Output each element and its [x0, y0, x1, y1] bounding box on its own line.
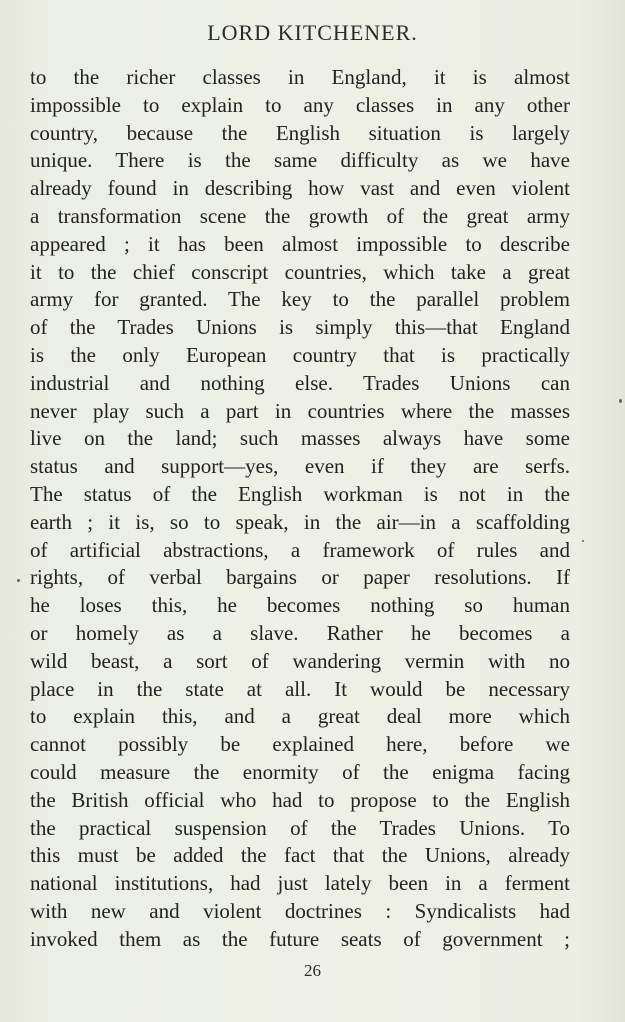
text-line: appeared ; it has been almost impossible to describe	[30, 231, 570, 256]
text-line: or homely as a slave. Rather he becomes a	[30, 620, 570, 645]
text-line: invoked them as the future seats of government ;	[30, 926, 570, 951]
text-line: country, because the English situation is largely	[30, 120, 570, 145]
body-text	[30, 64, 570, 954]
text-line: the practical suspension of the Trades Unions. To	[30, 815, 570, 840]
text-line: already found in describing how vast and even violent	[30, 176, 570, 201]
ink-speck	[619, 399, 622, 403]
text-line: this must be added the fact that the Unions, already	[30, 843, 570, 868]
text-line: it to the chief conscript countries, which take a great	[30, 259, 570, 284]
text-line: to the richer classes in England, it is almost	[30, 65, 570, 89]
text-line: status and support—yes, even if they are serfs.	[30, 454, 570, 479]
text-line: the British official who had to propose to the English	[30, 787, 570, 812]
text-line: place in the state at all. It would be necessary	[30, 676, 570, 701]
page-number: 26	[304, 961, 321, 980]
text-line: with new and violent doctrines : Syndicalists had	[30, 898, 570, 923]
text-line: is the only European country that is practically	[30, 342, 570, 367]
text-line: live on the land; such masses always have some	[30, 426, 570, 451]
text-line: national institutions, had just lately been in a ferment	[30, 871, 570, 896]
text-line: earth ; it is, so to speak, in the air—in a scaffolding	[30, 509, 570, 534]
text-line: The status of the English workman is not in the	[30, 481, 570, 506]
text-line: he loses this, he becomes nothing so human	[30, 593, 570, 618]
text-line: army for granted. The key to the parallel problem	[30, 287, 570, 312]
running-head: LORD KITCHENER.	[207, 20, 418, 45]
text-line: cannot possibly be explained here, before we	[30, 732, 570, 757]
text-line: could measure the enormity of the enigma facing	[30, 759, 570, 784]
text-line: never play such a part in countries where the masses	[30, 398, 570, 423]
text-line: a transformation scene the growth of the great army	[30, 203, 570, 228]
text-line: wild beast, a sort of wandering vermin with no	[30, 648, 570, 673]
text-line: to explain this, and a great deal more which	[30, 704, 570, 729]
text-line: of artificial abstractions, a framework of rules and	[30, 537, 570, 562]
text-line: rights, of verbal bargains or paper resolutions. If	[30, 565, 570, 590]
text-line: unique. There is the same difficulty as we have	[30, 148, 570, 173]
ink-speck	[17, 579, 20, 582]
text-line: of the Trades Unions is simply this—that England	[30, 315, 570, 340]
text-line: industrial and nothing else. Trades Unions can	[30, 370, 570, 395]
text-line: impossible to explain to any classes in any other	[30, 92, 570, 117]
ink-speck	[582, 540, 584, 542]
